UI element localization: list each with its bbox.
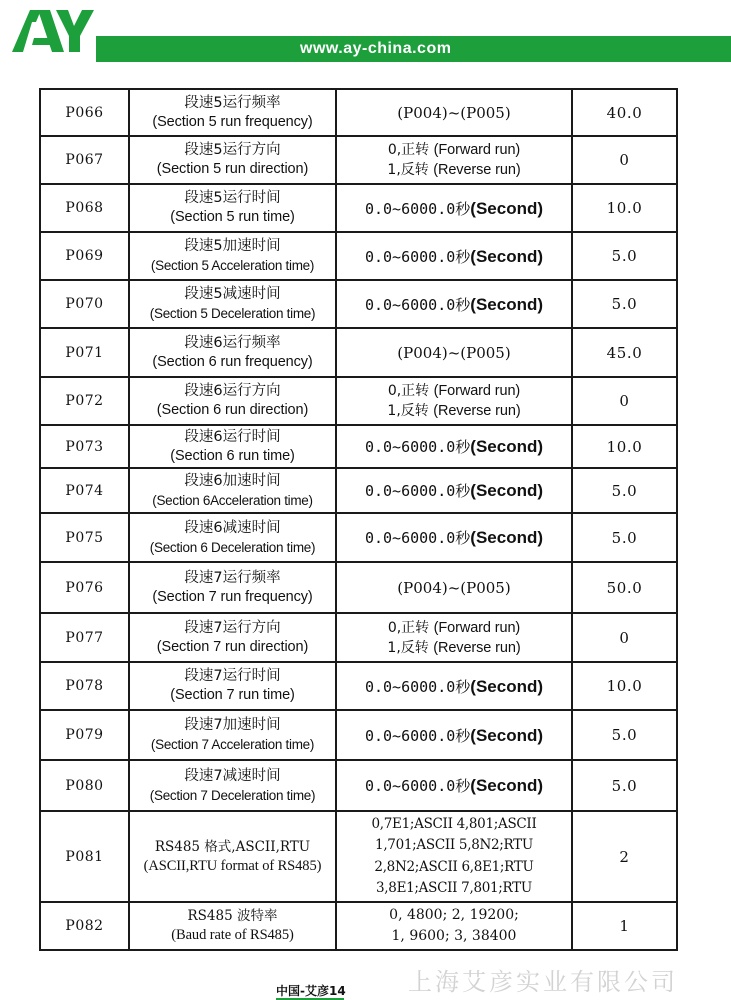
param-default: 40.0 — [572, 89, 677, 136]
param-default: 5.0 — [572, 710, 677, 760]
param-code: P073 — [40, 425, 129, 468]
param-default: 10.0 — [572, 662, 677, 710]
param-name-cn: RS485 格式,ASCII,RTU — [154, 838, 311, 855]
param-name-cn: 段速5运行时间 — [184, 190, 281, 206]
param-name-cell — [129, 613, 336, 662]
param-code: P075 — [40, 513, 129, 562]
ay-logo-icon — [10, 8, 94, 54]
direction-option — [339, 618, 569, 638]
range-option-line: 3,8E1;ASCII 7,801;RTU — [376, 880, 532, 896]
param-name-cn: 段速6加速时间 — [184, 472, 281, 489]
range-option-line: 0, 4800; 2, 19200; — [389, 906, 519, 923]
table-row — [40, 184, 677, 232]
param-name-cell — [129, 710, 336, 760]
range-option-line: 2,8N2;ASCII 6,8E1;RTU — [374, 858, 534, 875]
param-name-cn: 段速5加速时间 — [184, 238, 281, 254]
param-range: (P004)~(P005) — [336, 328, 572, 377]
range-option-line: 1,701;ASCII 5,8N2;RTU — [375, 837, 533, 853]
table-row — [40, 136, 677, 184]
param-name-cn: 段速7加速时间 — [184, 717, 281, 733]
param-range-cell — [336, 468, 572, 513]
range-unit: (Second) — [470, 528, 544, 547]
param-name-en: (Section 5 run frequency) — [152, 113, 313, 130]
range-unit: (Second) — [470, 246, 544, 266]
param-name-en: (Section 5 Deceleration time) — [149, 306, 316, 321]
param-range-cell — [336, 613, 572, 662]
param-range-cell — [336, 662, 572, 710]
parameter-table-body — [40, 89, 677, 950]
param-default: 0 — [572, 377, 677, 425]
param-default: 5.0 — [572, 280, 677, 328]
param-name-cn: RS485 波特率 — [187, 908, 278, 924]
range-option-line: 1, 9600; 3, 38400 — [391, 928, 517, 944]
table-row — [40, 562, 677, 613]
range-unit: (Second) — [470, 725, 544, 745]
param-default: 45.0 — [572, 328, 677, 377]
param-default: 1 — [572, 902, 677, 950]
param-code: P082 — [40, 902, 129, 950]
table-row — [40, 328, 677, 377]
param-name-cn: 段速6运行时间 — [184, 428, 281, 445]
table-row — [40, 513, 677, 562]
param-name-en: (Section 6 run time) — [170, 447, 295, 464]
direction-prefix: 1,反转 — [387, 639, 429, 656]
param-name-en: (Section 6 run direction) — [156, 402, 309, 418]
param-name-cell — [129, 662, 336, 710]
param-name-cell — [129, 184, 336, 232]
range-numeric: 0.0~6000.0秒 — [364, 199, 471, 218]
range-numeric: 0.0~6000.0秒 — [364, 295, 471, 314]
param-name-en: (Baud rate of RS485) — [171, 927, 294, 943]
range-numeric: 0.0~6000.0秒 — [364, 529, 471, 547]
param-code: P067 — [40, 136, 129, 184]
direction-prefix: 0,正转 — [387, 383, 430, 399]
range-numeric: 0.0~6000.0秒 — [364, 482, 471, 500]
param-default: 10.0 — [572, 425, 677, 468]
website-url: www.ay-china.com — [300, 40, 452, 57]
table-row — [40, 902, 677, 950]
direction-prefix: 1,反转 — [387, 403, 429, 419]
param-default: 5.0 — [572, 232, 677, 280]
param-code: P076 — [40, 562, 129, 613]
range-numeric: 0.0~6000.0秒 — [364, 777, 471, 795]
param-name-en: (Section 6Acceleration time) — [152, 492, 313, 508]
param-name-en: (Section 5 run direction) — [156, 161, 309, 177]
param-range-cell — [336, 425, 572, 468]
param-code: P071 — [40, 328, 129, 377]
range-unit: (Second) — [470, 481, 544, 500]
param-name-cn: 段速7运行频率 — [184, 569, 281, 586]
param-name-en: (ASCII,RTU format of RS485) — [143, 857, 322, 874]
param-code: P081 — [40, 811, 129, 902]
param-range-cell — [336, 280, 572, 328]
param-name-cn: 段速7减速时间 — [184, 767, 281, 784]
param-name-cell — [129, 136, 336, 184]
param-name-cell — [129, 902, 336, 950]
range-unit: (Second) — [470, 776, 544, 795]
param-default: 0 — [572, 613, 677, 662]
param-name-cn: 段速5减速时间 — [184, 286, 281, 302]
table-row — [40, 662, 677, 710]
param-code: P072 — [40, 377, 129, 425]
direction-prefix: 1,反转 — [387, 162, 429, 178]
table-row — [40, 280, 677, 328]
range-numeric: 0.0~6000.0秒 — [364, 247, 471, 266]
param-name-cell — [129, 468, 336, 513]
range-numeric: 0.0~6000.0秒 — [364, 726, 471, 745]
param-code: P077 — [40, 613, 129, 662]
table-row — [40, 377, 677, 425]
param-default: 50.0 — [572, 562, 677, 613]
param-name-cn: 段速7运行方向 — [184, 619, 281, 636]
param-range-cell — [336, 902, 572, 950]
range-option-line: 0,7E1;ASCII 4,801;ASCII — [371, 815, 537, 832]
param-name-cell — [129, 425, 336, 468]
param-name-cn: 段速5运行频率 — [184, 94, 281, 111]
page-header — [0, 0, 731, 66]
param-code: P080 — [40, 760, 129, 811]
range-unit: (Second) — [470, 676, 544, 696]
param-range: (P004)~(P005) — [336, 562, 572, 613]
table-row — [40, 760, 677, 811]
company-watermark: 上海艾彦实业有限公司 — [408, 968, 678, 996]
param-code: P078 — [40, 662, 129, 710]
direction-option — [339, 381, 569, 401]
param-name-cell — [129, 89, 336, 136]
param-range-cell — [336, 184, 572, 232]
param-name-cell — [129, 232, 336, 280]
param-code: P079 — [40, 710, 129, 760]
param-range-cell — [336, 232, 572, 280]
direction-option — [339, 140, 569, 160]
direction-en: (Forward run) — [433, 142, 521, 158]
direction-en: (Forward run) — [433, 383, 521, 399]
param-name-cn: 段速6运行方向 — [184, 383, 281, 399]
param-name-cell — [129, 760, 336, 811]
param-name-cell — [129, 377, 336, 425]
param-name-cell — [129, 513, 336, 562]
range-unit: (Second) — [470, 437, 544, 456]
param-default: 5.0 — [572, 468, 677, 513]
param-name-en: (Section 6 run frequency) — [152, 353, 313, 370]
direction-en: (Reverse run) — [433, 162, 521, 178]
param-default: 2 — [572, 811, 677, 902]
param-range-cell — [336, 760, 572, 811]
param-default: 0 — [572, 136, 677, 184]
param-name-cell — [129, 328, 336, 377]
table-row — [40, 89, 677, 136]
param-range-cell — [336, 136, 572, 184]
param-name-en: (Section 7 run direction) — [156, 638, 309, 655]
direction-option — [339, 401, 569, 421]
param-default: 10.0 — [572, 184, 677, 232]
param-name-en: (Section 5 Acceleration time) — [150, 258, 315, 273]
param-name-en: (Section 6 Deceleration time) — [149, 539, 316, 555]
param-code: P066 — [40, 89, 129, 136]
param-default: 5.0 — [572, 760, 677, 811]
range-numeric: 0.0~6000.0秒 — [364, 677, 471, 696]
param-default: 5.0 — [572, 513, 677, 562]
direction-option — [339, 638, 569, 658]
param-name-cell — [129, 811, 336, 902]
param-range: (P004)~(P005) — [336, 89, 572, 136]
direction-prefix: 0,正转 — [387, 619, 430, 636]
table-row — [40, 468, 677, 513]
direction-en: (Forward run) — [433, 619, 521, 636]
param-range-cell — [336, 710, 572, 760]
direction-option — [339, 160, 569, 180]
param-name-en: (Section 7 Deceleration time) — [149, 787, 316, 803]
param-range-cell — [336, 811, 572, 902]
param-name-cn: 段速6运行频率 — [184, 334, 281, 351]
direction-en: (Reverse run) — [433, 403, 521, 419]
param-code: P068 — [40, 184, 129, 232]
page-number-label: 中国-艾彦14 — [276, 984, 346, 998]
param-code: P069 — [40, 232, 129, 280]
table-row — [40, 425, 677, 468]
table-row — [40, 232, 677, 280]
direction-en: (Reverse run) — [433, 639, 521, 656]
param-name-cn: 段速6减速时间 — [184, 519, 281, 536]
param-code: P074 — [40, 468, 129, 513]
param-name-cell — [129, 562, 336, 613]
param-range-cell — [336, 513, 572, 562]
range-unit: (Second) — [470, 198, 544, 218]
table-row — [40, 811, 677, 902]
range-numeric: 0.0~6000.0秒 — [364, 438, 471, 456]
param-name-cell — [129, 280, 336, 328]
table-row — [40, 613, 677, 662]
param-name-en: (Section 7 Acceleration time) — [150, 737, 315, 752]
range-unit: (Second) — [470, 294, 544, 314]
param-name-cn: 段速7运行时间 — [184, 668, 281, 684]
param-name-en: (Section 7 run time) — [170, 687, 295, 703]
param-code: P070 — [40, 280, 129, 328]
param-range-cell — [336, 377, 572, 425]
parameter-table — [39, 88, 678, 951]
param-name-en: (Section 7 run frequency) — [152, 588, 313, 605]
table-row — [40, 710, 677, 760]
param-name-en: (Section 5 run time) — [170, 209, 295, 225]
direction-prefix: 0,正转 — [387, 142, 430, 158]
param-name-cn: 段速5运行方向 — [184, 142, 281, 158]
